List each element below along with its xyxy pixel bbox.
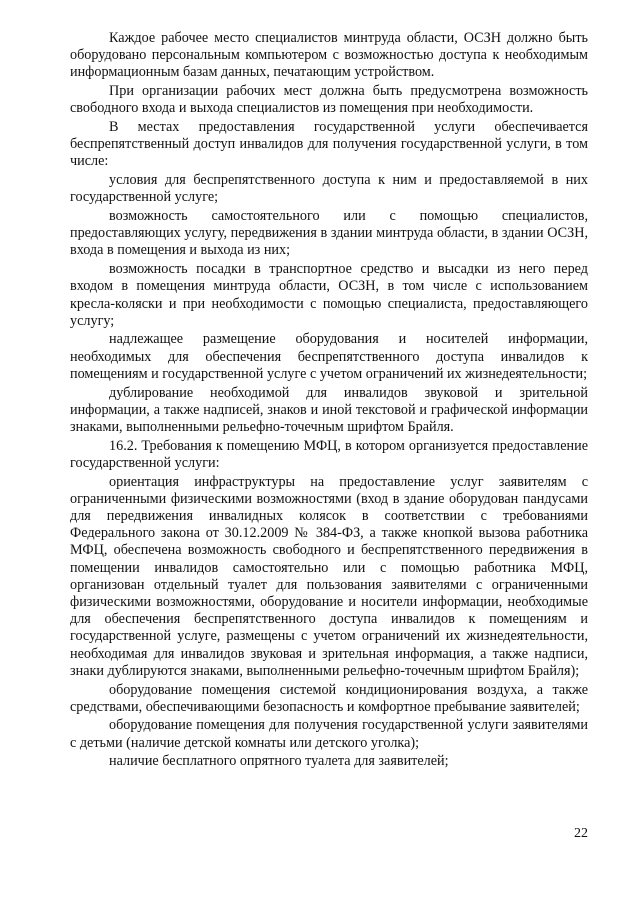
paragraph: ориентация инфраструктуры на предоставление услуг заявителям с ограниченными физическими возможностями (вход в здание оборудован пандусами для передвижения инвалидных колясок в соответствии с требованиями Федерального закона от 30.12.2009 № 384-ФЗ, а также кнопкой вызова работника МФЦ, обеспечена возможность свободного и беспрепятственного передвижения в помещении инвалидов самостоятельно или с помощью работника МФЦ, организован отдельный туалет для пользования заявителями с ограниченными физическими возможностями, оборудование и носители информации, необходимые для обеспечения беспрепятственного доступа инвалидов к помещениям и государственной услуге, размещены с учетом ограничений их жизнедеятельности, необходимая для инвалидов звуковая и зрительная информация, а также надписи, знаки дублируются знаками, выполненными рельефно-точечным шрифтом Брайля);: [70, 473, 588, 679]
paragraph: условия для беспрепятственного доступа к ним и предоставляемой в них государственной услуге;: [70, 172, 588, 206]
paragraph: возможность посадки в транспортное средство и высадки из него перед входом в помещения минтруда области, ОСЗН, в том числе с использованием кресла-коляски и при необходимости с помощью специалиста, предоставляющего услугу;: [70, 261, 588, 329]
paragraph: дублирование необходимой для инвалидов звуковой и зрительной информации, а также надписей, знаков и иной текстовой и графической информации знаками, выполненными рельефно-точечным шрифтом Брайля.: [70, 384, 588, 435]
page-number: 22: [574, 826, 588, 841]
section-heading-16-2: 16.2. Требования к помещению МФЦ, в котором организуется предоставление государственной услуги:: [70, 437, 588, 471]
paragraph: надлежащее размещение оборудования и носителей информации, необходимых для обеспечения беспрепятственного доступа инвалидов к помещениям и государственной услуге с учетом ограничений их жизнедеятельности;: [70, 331, 588, 382]
paragraph: оборудование помещения для получения государственной услуги заявителями с детьми (наличие детской комнаты или детского уголка);: [70, 717, 588, 751]
paragraph: возможность самостоятельного или с помощью специалистов, предоставляющих услугу, передвижения в здании минтруда области, в здании ОСЗН, входа в помещения и выхода из них;: [70, 208, 588, 259]
paragraph: При организации рабочих мест должна быть предусмотрена возможность свободного входа и выхода специалистов из помещения при необходимости.: [70, 83, 588, 117]
paragraph: Каждое рабочее место специалистов минтруда области, ОСЗН должно быть оборудовано персональным компьютером с возможностью доступа к необходимым информационным базам данных, печатающим устройством.: [70, 30, 588, 81]
paragraph: В местах предоставления государственной услуги обеспечивается беспрепятственный доступ инвалидов для получения государственной услуги, в том числе:: [70, 119, 588, 170]
document-body: [70, 30, 588, 772]
paragraph: оборудование помещения системой кондиционирования воздуха, а также средствами, обеспечивающими безопасность и комфортное пребывание заявителей;: [70, 681, 588, 715]
paragraph: наличие бесплатного опрятного туалета для заявителей;: [109, 753, 449, 770]
